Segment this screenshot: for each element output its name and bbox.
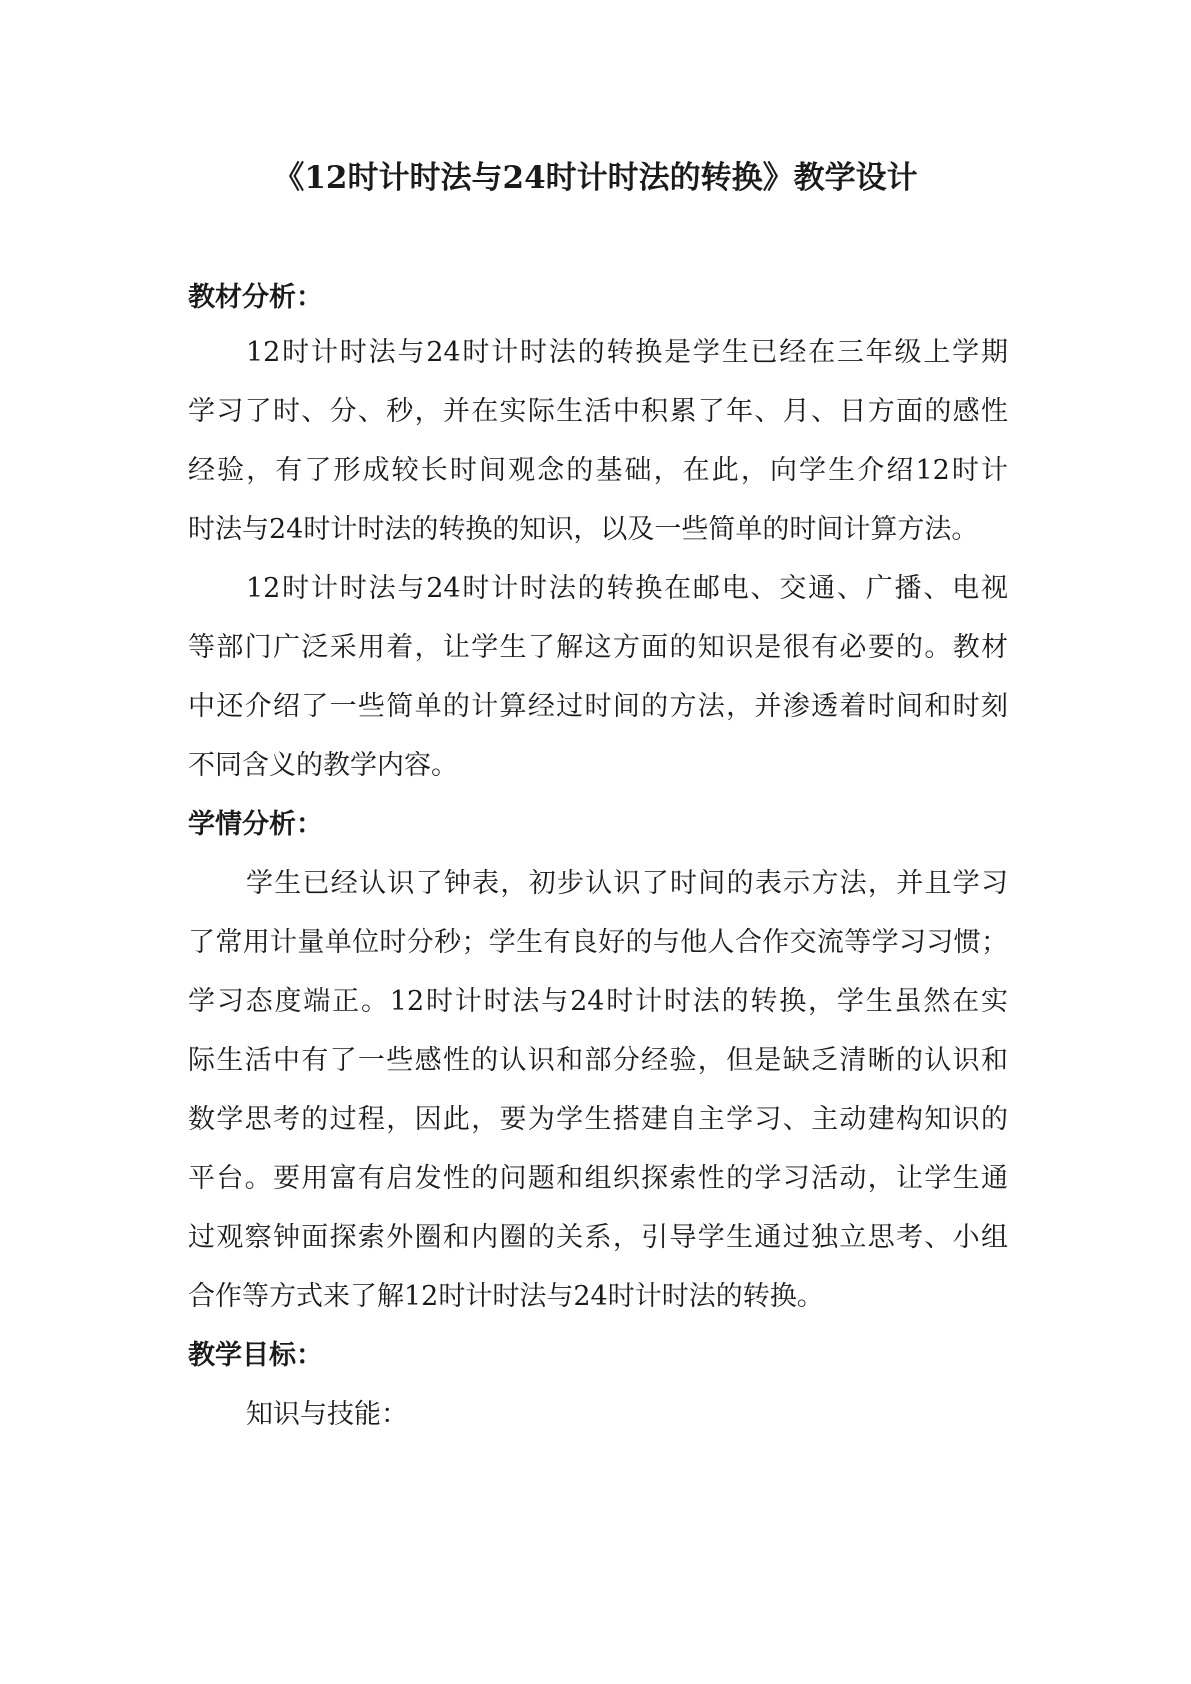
- paragraph-line: 中还介绍了一些简单的计算经过时间的方法，并渗透着时间和时刻: [188, 691, 1008, 722]
- paragraph-line: 学生已经认识了钟表，初步认识了时间的表示方法，并且学习: [246, 868, 1008, 899]
- paragraph-line: 不同含义的教学内容。: [188, 750, 458, 781]
- paragraph-line: 平台。要用富有启发性的问题和组织探索性的学习活动，让学生通: [188, 1163, 1008, 1194]
- paragraph-line: 数学思考的过程，因此，要为学生搭建自主学习、主动建构知识的: [188, 1104, 1008, 1135]
- paragraph-line: 经验，有了形成较长时间观念的基础，在此，向学生介绍12时计: [188, 455, 1008, 486]
- paragraph-line: 12时计时法与24时计时法的转换在邮电、交通、广播、电视: [246, 573, 1008, 604]
- paragraph-line: 合作等方式来了解12时计时法与24时计时法的转换。: [188, 1281, 824, 1312]
- paragraph-line: 等部门广泛采用着，让学生了解这方面的知识是很有必要的。教材: [188, 632, 1008, 663]
- subheading-knowledge-skills: 知识与技能：: [246, 1399, 408, 1430]
- paragraph-line: 12时计时法与24时计时法的转换是学生已经在三年级上学期: [246, 337, 1008, 368]
- paragraph-line: 学习了时、分、秒，并在实际生活中积累了年、月、日方面的感性: [188, 396, 1008, 427]
- paragraph-line: 过观察钟面探索外圈和内圈的关系，引导学生通过独立思考、小组: [188, 1222, 1008, 1253]
- paragraph-line: 了常用计量单位时分秒；学生有良好的与他人合作交流等学习习惯；: [188, 927, 1008, 958]
- section-heading-material-analysis: 教材分析：: [188, 282, 323, 313]
- document-title: 《12时计时法与24时计时法的转换》教学设计: [273, 160, 918, 196]
- paragraph-line: 际生活中有了一些感性的认识和部分经验，但是缺乏清晰的认识和: [188, 1045, 1008, 1076]
- paragraph-line: 学习态度端正。12时计时法与24时计时法的转换，学生虽然在实: [188, 986, 1008, 1017]
- section-heading-student-analysis: 学情分析：: [188, 809, 323, 840]
- paragraph-line: 时法与24时计时法的转换的知识，以及一些简单的时间计算方法。: [188, 514, 979, 545]
- section-heading-teaching-goals: 教学目标：: [188, 1340, 323, 1371]
